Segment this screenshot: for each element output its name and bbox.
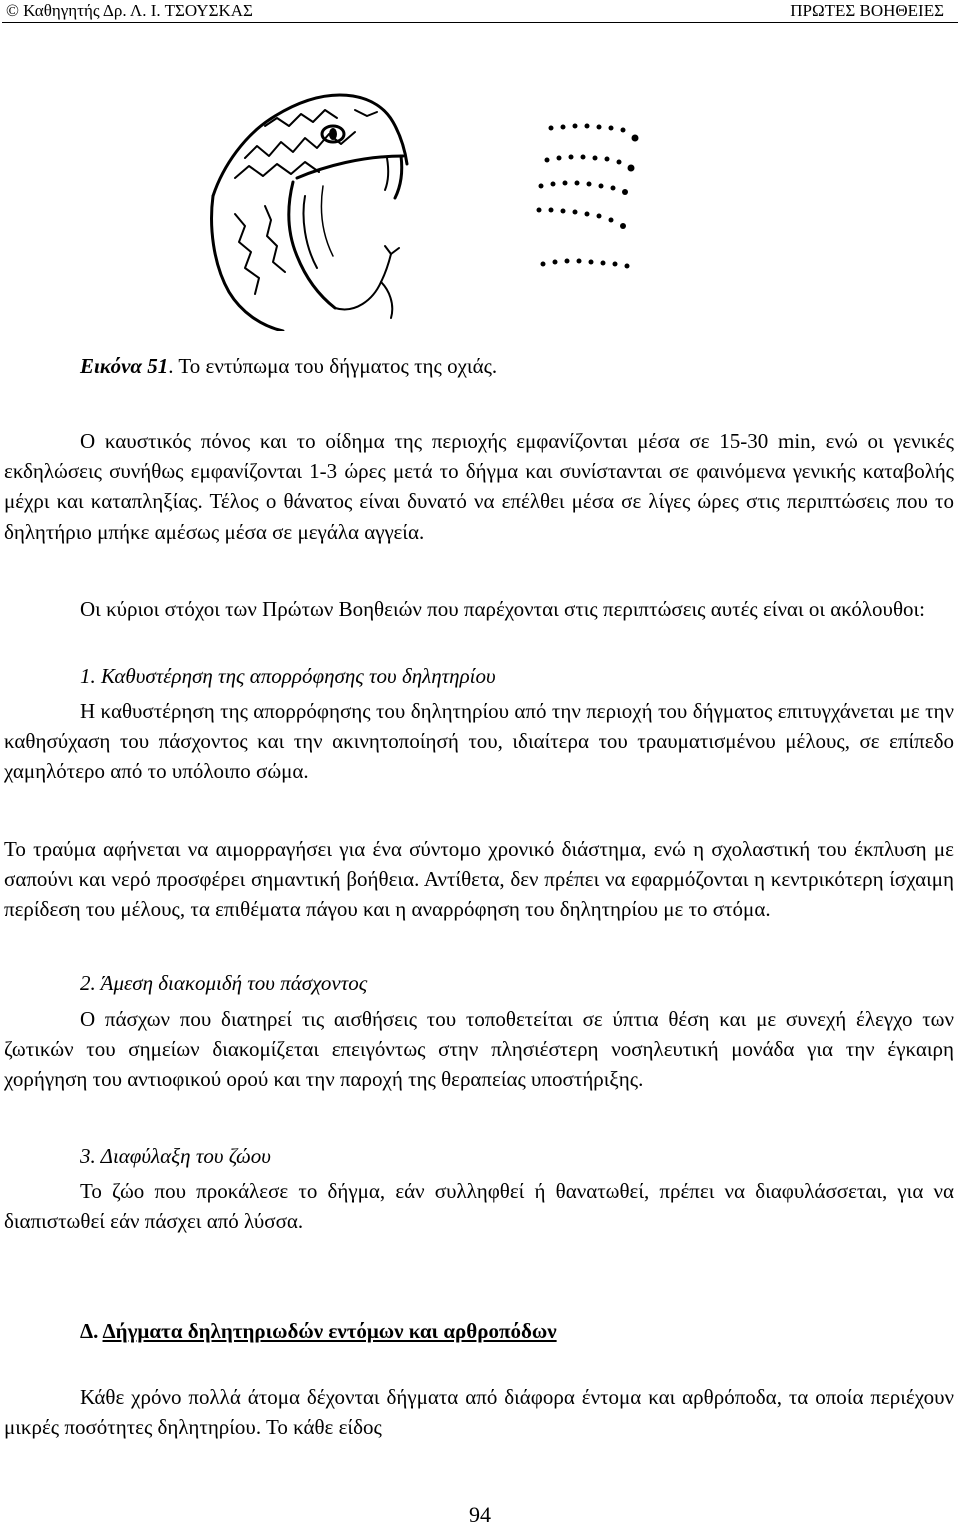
paragraph-animal-preservation: Το ζώο που προκάλεσε το δήγμα, εάν συλληφθεί ή θανατωθεί, πρέπει να διαφυλάσσεται, για να διαπιστωθεί εάν πάσχει από λύσσα.: [4, 1179, 954, 1234]
subheading-animal-preservation: 3. Διαφύλαξη του ζώου: [80, 1144, 271, 1168]
caption-label: Εικόνα 51: [80, 354, 169, 378]
section-heading-label: Δ.: [80, 1319, 99, 1343]
section-heading-text: Δήγματα δηλητηριωδών εντόμων και αρθροπόδων: [102, 1319, 557, 1343]
snake-bite-figure: [205, 86, 645, 331]
figure-caption: [80, 351, 497, 381]
page-header: [0, 0, 960, 22]
paragraph-wound-care: Το τραύμα αφήνεται να αιμορραγήσει για ένα σύντομο χρονικό διάστημα, ενώ η σχολαστική του έκπλυση με σαπούνι και νερό προσφέρει σημαντική βοήθεια. Αντίθετα, δεν πρέπει να εφαρμόζονται η κεντρικότερη ίσχαιμη περίδεση του μέλους, τα επιθέματα πάγου και η αναρρόφηση του δηλητηρίου με το στόμα.: [4, 837, 954, 922]
paragraph-transport: Ο πάσχων που διατηρεί τις αισθήσεις του τοποθετείται σε ύπτια θέση και με συνεχή έλεγχο των ζωτικών του σημείων διακομίζεται επειγόντως στην πλησιέστερη νοσηλευτική μονάδα για την έγκαιρη χορήγηση του αντιοφικού ορού και την παροχή της θεραπείας υποστήριξης.: [4, 1007, 954, 1092]
page-number: 94: [469, 1502, 491, 1527]
subheading-absorption-delay: 1. Καθυστέρηση της απορρόφησης του δηλητηρίου: [80, 664, 496, 688]
bite-mark-dots: [537, 124, 639, 269]
header-divider: [2, 22, 958, 23]
subheading-transport: 2. Άμεση διακομιδή του πάσχοντος: [80, 971, 368, 995]
section-heading: [80, 1316, 557, 1346]
header-author: © Καθηγητής Δρ. Λ. Ι. ΤΣΟΥΣΚΑΣ: [6, 1, 253, 20]
paragraph-absorption-delay: Η καθυστέρηση της απορρόφησης του δηλητηρίου από την περιοχή του δήγματος επιτυγχάνεται με την καθησύχαση του πάσχοντος και την ακινητοποίησή του, ιδιαίτερα του τραυματισμένου μέλους, σε επίπεδο χαμηλότερο από το υπόλοιπο σώμα.: [4, 699, 954, 784]
header-title: ΠΡΩΤΕΣ ΒΟΗΘΕΙΕΣ: [790, 1, 944, 20]
paragraph-insect-bites: Κάθε χρόνο πολλά άτομα δέχονται δήγματα από διάφορα έντομα και αρθρόποδα, τα οποία περιέχουν μικρές ποσότητες δηλητηρίου. Το κάθε είδος: [4, 1385, 954, 1440]
paragraph-goals: Οι κύριοι στόχοι των Πρώτων Βοηθειών που παρέχονται στις περιπτώσεις αυτές είναι οι ακόλουθοι:: [80, 597, 925, 621]
caption-text: . Το εντύπωμα του δήγματος της οχιάς.: [168, 354, 498, 378]
paragraph-symptoms: Ο καυστικός πόνος και το οίδημα της περιοχής εμφανίζονται μέσα σε 15-30 min, ενώ οι γενικές εκδηλώσεις συνήθως εμφανίζονται 1-3 ώρες μετά το δήγμα και συνίστανται σε φαινόμενα γενικής καταβολής μέχρι και καταπληξίας. Τέλος ο θάνατος είναι δυνατό να επέλθει μέσα σε λίγες ώρες στις περιπτώσεις που το δηλητήριο μπήκε αμέσως μέσα σε μεγάλα αγγεία.: [4, 429, 954, 544]
